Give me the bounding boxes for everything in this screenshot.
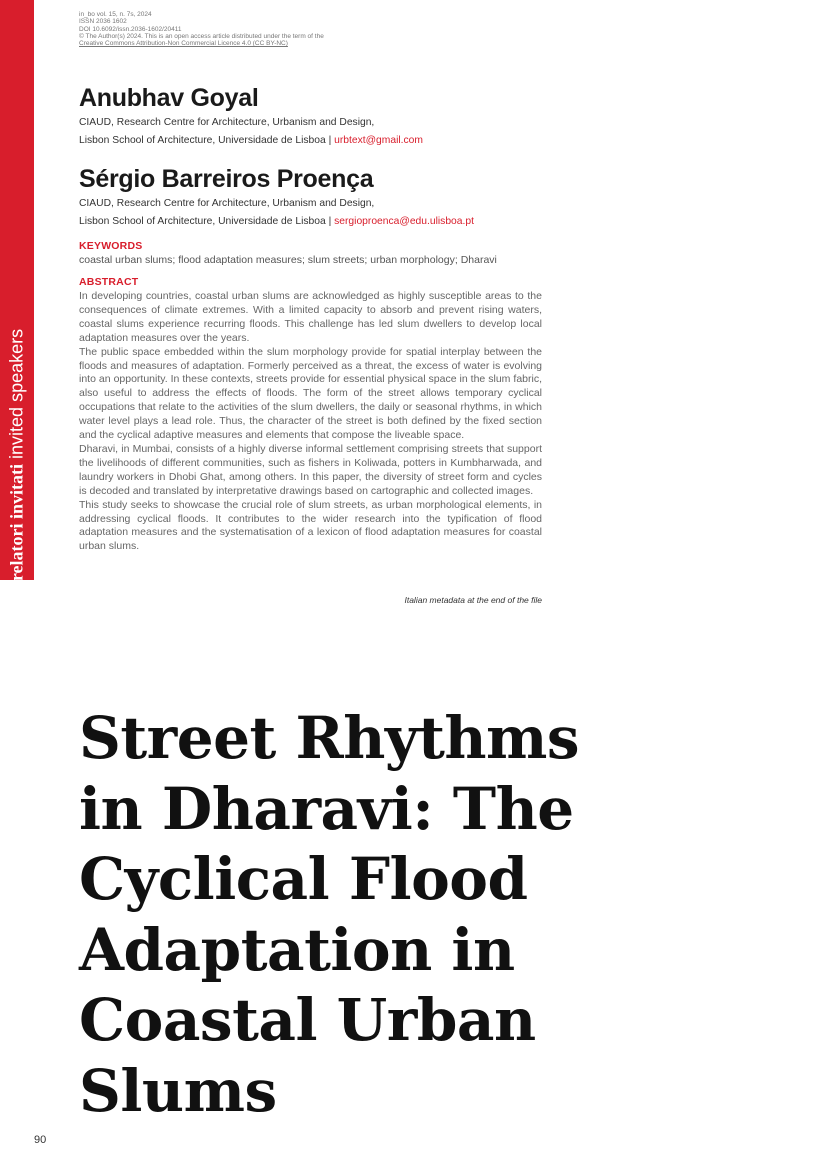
title-line: Coastal Urban: [79, 986, 536, 1054]
keywords-text: coastal urban slums; flood adaptation measures; slum streets; urban morphology; Dharavi: [79, 254, 497, 266]
affiliation-text: Lisbon School of Architecture, Universidade de Lisboa |: [79, 135, 332, 146]
meta-line: © The Author(s) 2024. This is an open access article distributed under the term of the: [79, 32, 324, 40]
abstract-paragraph: In developing countries, coastal urban slums are acknowledged as highly susceptible areas to the consequences of climate extremes. With a limited capacity to absorb and prevent rising waters, coastal slums experience recurring floods. This challenge has led slum dwellers to develop local adaptation measures over the years.: [79, 290, 542, 344]
meta-line: DOI 10.6092/issn.2036-1602/20411: [79, 25, 182, 33]
article-title: [79, 703, 799, 1126]
author-affiliation-line2: [79, 132, 423, 150]
author-email-link[interactable]: sergioproenca@edu.ulisboa.pt: [334, 216, 474, 227]
side-color-bar: [0, 0, 34, 580]
affiliation-text: Lisbon School of Architecture, Universidade de Lisboa |: [79, 216, 332, 227]
author-affiliation-line2: [79, 213, 474, 231]
author-affiliation: CIAUD, Research Centre for Architecture, Urbanism and Design,: [79, 117, 375, 128]
title-line: in Dharavi: The: [79, 774, 574, 843]
title-line: Adaptation in: [79, 915, 515, 984]
keywords-heading: KEYWORDS: [79, 240, 143, 252]
author-name: Sérgio Barreiros Proença: [79, 165, 374, 193]
publication-metadata: [79, 11, 324, 47]
abstract-heading: ABSTRACT: [79, 276, 139, 288]
abstract-body: [79, 290, 542, 554]
page-number: 90: [34, 1134, 47, 1146]
abstract-paragraph: The public space embedded within the slum morphology provide for spatial interplay between the floods and measures of adaptation. Formerly perceived as a threat, the excess of water is evolving into an opportunity. In these contexts, streets provide for essential physical space in the slum fabric, also useful to address the effects of floods. The form of the street allows temporary cyclical occupations that relate to the activities of the slum dwellers, the daily or seasonal rhythms, in which water level plays a lead role. Thus, the character of the street is both defined by the fixed section and the cyclical adaptive measures and elements that compose the liveable space.: [79, 345, 542, 442]
author-email-link[interactable]: urbtext@gmail.com: [334, 135, 423, 146]
author-name: Anubhav Goyal: [79, 84, 259, 112]
section-label: [7, 329, 28, 581]
title-line: Street Rhythms: [79, 704, 580, 772]
author-affiliation: CIAUD, Research Centre for Architecture, Urbanism and Design,: [79, 198, 375, 209]
meta-line: ISSN 2036 1602: [79, 18, 127, 26]
licence-link[interactable]: Creative Commons Attribution-Non Commercial Licence 4.0 (CC BY-NC): [79, 40, 288, 48]
author-block: [79, 84, 423, 150]
abstract-paragraph: This study seeks to showcase the crucial role of slum streets, as urban morphological elements, in addressing cyclical floods. It contributes to the wider research into the typification of flood adaptation measures and the systematisation of a lexicon of flood adaptation measures for coastal urban slums.: [79, 498, 542, 553]
title-line: Cyclical Flood: [79, 845, 528, 913]
author-block: [79, 165, 474, 231]
title-line: Slums: [79, 1056, 277, 1125]
meta-line: in_bo vol. 15, n. 7s, 2024: [79, 11, 152, 18]
section-label-strong: relatori invitati: [6, 463, 27, 582]
abstract-paragraph: Dharavi, in Mumbai, consists of a highly diverse informal settlement comprising streets that support the livelihoods of different communities, such as fishers in Koliwada, potters in Kumbharwada, and laundry workers in Dhobi Ghat, among others. In this paper, the diversity of street form and cycles is decoded and translated by interpretative drawings based on cartographic and collected images.: [79, 442, 542, 497]
italian-metadata-note: Italian metadata at the end of the file: [404, 595, 542, 605]
section-label-light: invited speakers: [6, 328, 27, 459]
